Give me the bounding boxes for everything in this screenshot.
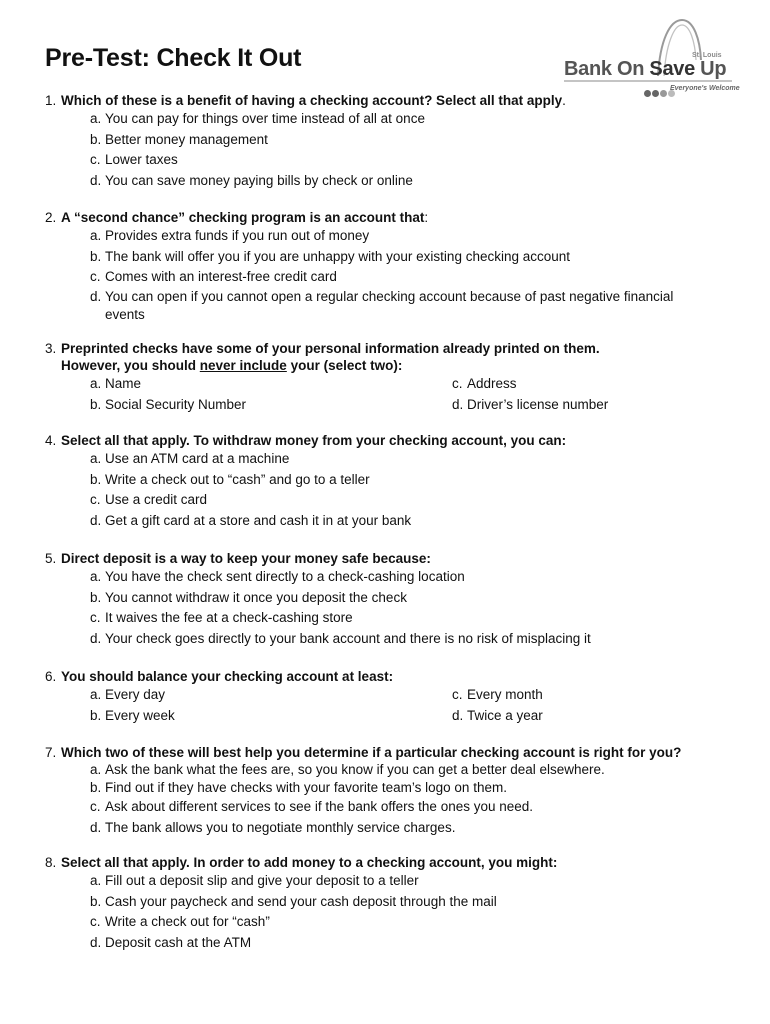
logo-brand-bank-on: Bank On [564, 58, 650, 80]
option-letter: b. [90, 893, 102, 909]
question-number: 3. [45, 341, 57, 356]
option-c [90, 150, 745, 171]
option-letter: b. [90, 396, 102, 412]
option-text: Use an ATM card at a machine [105, 451, 290, 466]
option-b [90, 247, 745, 268]
option-letter: c. [90, 610, 101, 625]
option-list [45, 226, 745, 324]
option-a [90, 685, 452, 706]
option-b [90, 470, 745, 491]
option-letter: c. [90, 492, 101, 507]
option-text: Driver’s license number [467, 396, 609, 412]
question-number: 4. [45, 433, 57, 448]
option-letter: a. [90, 228, 102, 243]
option-c [90, 912, 745, 933]
question-text: Preprinted checks have some of your personal information already printed on them. [61, 341, 600, 356]
option-text: Lower taxes [105, 152, 178, 167]
option-b [90, 588, 745, 609]
page-title: Pre-Test: Check It Out [45, 44, 302, 72]
option-c [90, 267, 745, 288]
question-2 [45, 209, 745, 324]
question-suffix: : [424, 210, 429, 225]
option-a [90, 871, 745, 892]
question-text: You should balance your checking account at least: [61, 669, 394, 684]
option-d [90, 629, 745, 650]
question-text: A “second chance” checking program is an account that [61, 210, 425, 225]
question-number: 2. [45, 210, 57, 225]
option-text: Social Security Number [105, 396, 247, 412]
question-text: Which of these is a benefit of having a checking account? Select all that apply [61, 93, 563, 108]
option-text: You cannot withdraw it once you deposit the check [105, 589, 407, 605]
option-a [90, 374, 452, 395]
option-letter: d. [452, 707, 464, 723]
option-d [90, 933, 745, 954]
option-text: Write a check out to “cash” and go to a teller [105, 471, 370, 487]
question-text-part: your (select two): [286, 358, 403, 373]
logo-tagline: Everyone's Welcome [670, 85, 740, 92]
option-letter: c. [452, 376, 463, 391]
option-a [90, 761, 745, 779]
option-text: Address [467, 376, 517, 391]
option-a [90, 449, 745, 470]
question-6 [45, 668, 745, 726]
question-text-emphasis: never include [199, 358, 287, 373]
option-letter: b. [90, 248, 102, 264]
option-b [90, 130, 745, 151]
question-4 [45, 432, 745, 531]
option-b [90, 892, 745, 913]
option-letter: d. [90, 630, 102, 646]
option-letter: a. [90, 569, 102, 584]
logo-city: St. Louis [692, 52, 722, 59]
option-letter: b. [90, 707, 102, 723]
option-d [452, 395, 752, 416]
option-letter: b. [90, 131, 102, 147]
logo-brand-save: Save [649, 58, 695, 80]
option-d [90, 171, 745, 192]
option-list [45, 449, 745, 531]
option-list [45, 871, 745, 953]
question-number: 7. [45, 745, 57, 760]
option-letter: d. [90, 172, 102, 188]
question-5 [45, 550, 745, 649]
option-text: Every week [105, 707, 175, 723]
question-number: 1. [45, 93, 57, 108]
option-b [90, 395, 452, 416]
option-text: Ask the bank what the fees are, so you know if you can get a better deal elsewhere. [105, 762, 605, 777]
option-letter: c. [90, 914, 101, 929]
option-letter: c. [90, 269, 101, 284]
option-letter: d. [90, 934, 102, 950]
question-text: Which two of these will best help you determine if a particular checking account is right for you? [61, 745, 682, 760]
option-text: Cash your paycheck and send your cash deposit through the mail [105, 893, 497, 909]
question-suffix: . [562, 93, 566, 108]
option-letter: c. [90, 799, 101, 814]
question-3 [45, 340, 745, 415]
option-b [90, 779, 745, 797]
question-number: 6. [45, 669, 57, 684]
option-text: Fill out a deposit slip and give your deposit to a teller [105, 873, 419, 888]
option-text: Ask about different services to see if the bank offers the ones you need. [105, 799, 534, 814]
option-text: Every day [105, 687, 166, 702]
option-a [90, 109, 745, 130]
logo-brand [564, 58, 726, 81]
option-text: You can open if you cannot open a regular checking account because of past negative financial events [105, 288, 674, 322]
option-text: Use a credit card [105, 492, 208, 507]
option-letter: c. [90, 152, 101, 167]
option-c [90, 490, 745, 511]
option-c [90, 608, 745, 629]
option-a [90, 226, 745, 247]
option-text: You can save money paying bills by check or online [105, 172, 413, 188]
option-text: You have the check sent directly to a check-cashing location [105, 569, 465, 584]
option-text: Better money management [105, 131, 268, 147]
option-c [452, 374, 752, 395]
option-grid [90, 374, 745, 415]
option-letter: a. [90, 762, 102, 777]
option-text: Comes with an interest-free credit card [105, 269, 337, 284]
option-text: Get a gift card at a store and cash it in at your bank [105, 512, 412, 528]
option-text: The bank will offer you if you are unhappy with your existing checking account [105, 248, 571, 264]
question-1 [45, 92, 745, 191]
bank-on-save-up-logo [560, 10, 740, 92]
option-list [45, 761, 745, 838]
option-text: Find out if they have checks with your favorite team’s logo on them. [105, 780, 507, 795]
option-text: You can pay for things over time instead of all at once [105, 111, 425, 126]
option-letter: a. [90, 687, 102, 702]
option-d [90, 511, 745, 532]
option-b [90, 706, 452, 727]
option-d [90, 288, 702, 324]
option-text: The bank allows you to negotiate monthly service charges. [105, 819, 456, 835]
option-letter: d. [90, 288, 102, 304]
option-letter: b. [90, 780, 102, 795]
option-letter: d. [90, 512, 102, 528]
option-a [90, 567, 745, 588]
question-text: Select all that apply. In order to add money to a checking account, you might: [61, 855, 558, 870]
option-letter: a. [90, 873, 102, 888]
question-text-part: However, you should [61, 358, 200, 373]
option-text: Name [105, 376, 142, 391]
option-c [90, 797, 745, 818]
question-7 [45, 744, 745, 838]
option-list [45, 109, 745, 191]
option-letter: a. [90, 111, 102, 126]
option-text: Write a check out for “cash” [105, 914, 270, 929]
option-text: Twice a year [467, 707, 543, 723]
question-text: Direct deposit is a way to keep your money safe because: [61, 551, 431, 566]
option-text: Your check goes directly to your bank account and there is no risk of misplacing it [105, 630, 591, 646]
option-d [452, 706, 752, 727]
option-letter: b. [90, 471, 102, 487]
logo-brand-up: Up [694, 58, 727, 80]
option-c [452, 685, 752, 706]
option-text: Deposit cash at the ATM [105, 934, 252, 950]
option-d [90, 818, 745, 839]
option-list [45, 567, 745, 649]
question-text: Select all that apply. To withdraw money from your checking account, you can: [61, 433, 567, 448]
option-letter: a. [90, 451, 102, 466]
question-8 [45, 854, 745, 953]
option-text: It waives the fee at a check-cashing store [105, 610, 353, 625]
option-grid [90, 685, 745, 726]
option-letter: c. [452, 687, 463, 702]
question-number: 8. [45, 855, 57, 870]
question-number: 5. [45, 551, 57, 566]
option-text: Every month [467, 687, 543, 702]
option-letter: a. [90, 376, 102, 391]
option-letter: d. [452, 396, 464, 412]
option-text: Provides extra funds if you run out of money [105, 228, 370, 243]
option-letter: b. [90, 589, 102, 605]
option-letter: d. [90, 819, 102, 835]
